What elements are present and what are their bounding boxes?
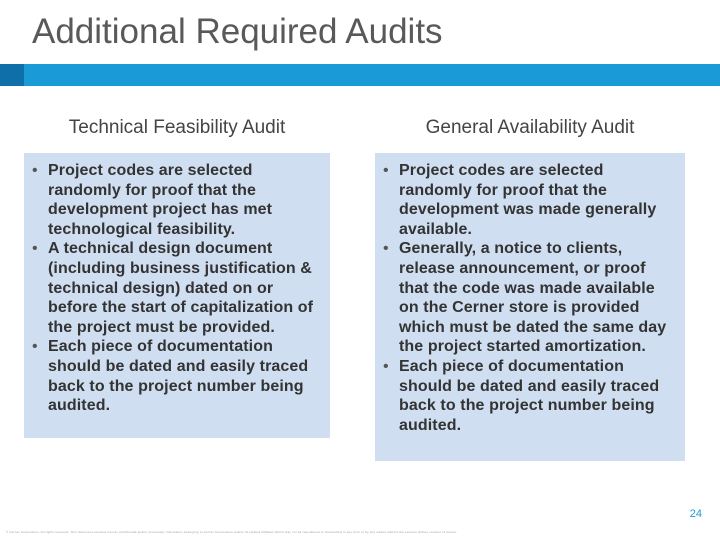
slide-title: Additional Required Audits (32, 12, 443, 51)
bullet-icon: • (32, 162, 38, 179)
bullet-icon: • (383, 240, 389, 258)
list-item-text: Project codes are selected randomly for proof that the development project has met technological feasibility. (48, 162, 273, 238)
list-item-text: A technical design document (including business justification & technical design) dated on or before the start of capitalization of the project must be provided. (48, 240, 314, 336)
bullet-icon: • (32, 240, 38, 258)
list-item-text: Each piece of documentation should be dated and easily traced back to the project number being audited. (399, 357, 660, 434)
accent-band (0, 64, 720, 86)
list-item-text: Each piece of documentation should be dated and easily traced back to the project number being audited. (48, 338, 309, 415)
bullet-icon: • (383, 357, 389, 375)
bullet-icon: • (32, 338, 38, 356)
list-item-text: Generally, a notice to clients, release announcement, or proof that the code was made available on the Cerner store is provided which must be dated the same day the project started amortization. (399, 240, 667, 356)
bullet-icon: • (383, 162, 389, 179)
footer-legal-text: © Cerner Corporation. All rights reserved. This document contains Cerner confidential and/or proprietary information belonging to Cerner Corporation and/or its related affiliates which may not be reproduced or transmitted in any form or by any means without the express written consent of Cerner. (6, 530, 458, 534)
general-availability-list (383, 161, 675, 435)
general-availability-heading: General Availability Audit (375, 104, 685, 152)
list-item (32, 161, 320, 239)
list-item (383, 161, 675, 239)
technical-feasibility-heading: Technical Feasibility Audit (24, 104, 330, 152)
page-number: 24 (689, 508, 702, 520)
technical-feasibility-panel (24, 153, 330, 438)
list-item-text: Project codes are selected randomly for proof that the development was made generally available. (399, 162, 657, 238)
technical-feasibility-list (32, 161, 320, 416)
list-item (383, 357, 675, 435)
accent-band-left-block (0, 64, 24, 86)
general-availability-panel (375, 153, 685, 461)
list-item (32, 239, 320, 337)
list-item (383, 239, 675, 357)
list-item (32, 337, 320, 415)
